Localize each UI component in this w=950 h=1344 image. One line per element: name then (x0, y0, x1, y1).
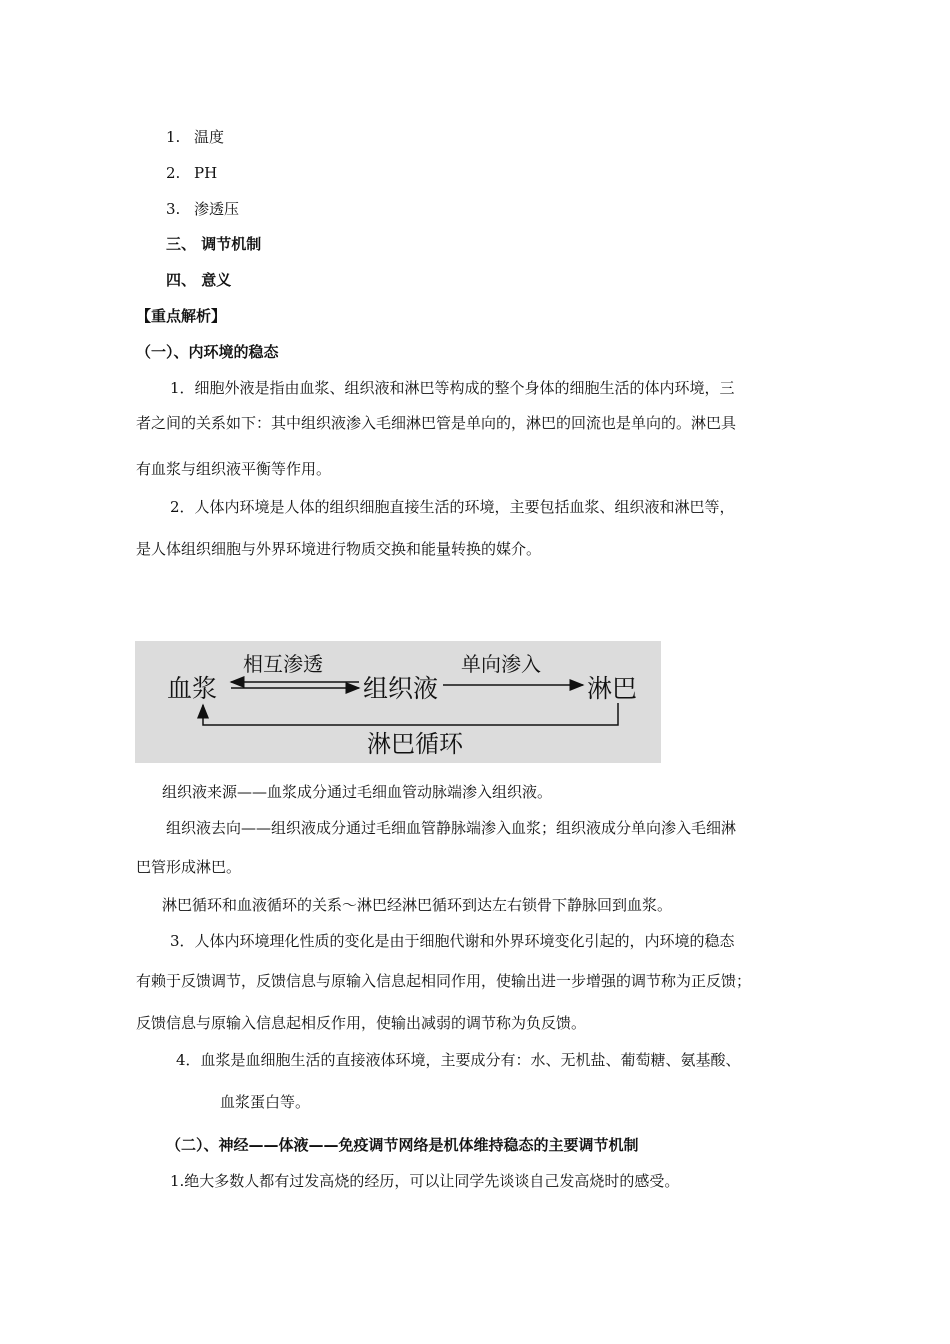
list-number: 2. (166, 164, 181, 182)
arrow-lymph-to-plasma (203, 703, 618, 725)
paragraph-4-line-1: 4．血浆是血细胞生活的直接液体环境，主要成分有：水、无机盐、葡萄糖、氨基酸、 (176, 1051, 741, 1069)
key-analysis-heading: 【重点解析】 (136, 307, 227, 325)
paragraph-destination-line-1: 组织液去向——组织液成分通过毛细血管静脉端渗入血浆；组织液成分单向渗入毛细淋 (166, 819, 737, 837)
paragraph-1-line-1: 1．细胞外液是指由血浆、组织液和淋巴等构成的整个身体的细胞生活的体内环境，三 (170, 379, 735, 397)
paragraph-destination-line-2: 巴管形成淋巴。 (136, 858, 242, 876)
section-heading-regulation: 三、 调节机制 (166, 235, 262, 253)
paragraph-4-line-2: 血浆蛋白等。 (220, 1093, 311, 1111)
list-item-temperature (166, 127, 224, 147)
list-item-ph (166, 163, 217, 183)
list-text: 渗透压 (194, 200, 240, 218)
subsection-title-regulation-network: （二）、神经——体液——免疫调节网络是机体维持稳态的主要调节机制 (166, 1136, 639, 1154)
edge-label-mutual-osmosis: 相互渗透 (243, 652, 323, 676)
list-number: 1. (166, 128, 181, 146)
list-item-osmotic-pressure (166, 199, 239, 219)
list-text: PH (194, 164, 218, 182)
node-lymph: 淋巴 (587, 674, 638, 703)
list-text: 温度 (194, 128, 225, 146)
list-number: 3. (166, 200, 181, 218)
paragraph-3-line-1: 3．人体内环境理化性质的变化是由于细胞代谢和外界环境变化引起的，内环境的稳态 (170, 932, 735, 950)
paragraph-3-line-3: 反馈信息与原输入信息起相反作用，使输出减弱的调节称为负反馈。 (136, 1014, 587, 1032)
section-heading-significance: 四、 意义 (166, 271, 232, 289)
node-plasma: 血浆 (167, 674, 218, 703)
paragraph-1-line-3: 有血浆与组织液平衡等作用。 (136, 460, 332, 478)
paragraph-3-line-2: 有赖于反馈调节，反馈信息与原输入信息起相同作用，使输出进一步增强的调节称为正反馈； (136, 972, 752, 990)
paragraph-source: 组织液来源——血浆成分通过毛细血管动脉端渗入组织液。 (162, 783, 553, 801)
paragraph-1-line-2: 者之间的关系如下：其中组织液渗入毛细淋巴管是单向的，淋巴的回流也是单向的。淋巴具 (136, 414, 737, 432)
body-fluid-relationship-diagram (135, 641, 661, 763)
paragraph-2-line-1: 2．人体内环境是人体的组织细胞直接生活的环境，主要包括血浆、组织液和淋巴等， (170, 498, 735, 516)
paragraph-5-line-1: 1.绝大多数人都有过发高烧的经历，可以让同学先谈谈自己发高烧时的感受。 (170, 1172, 680, 1190)
edge-label-lymph-circulation: 淋巴循环 (367, 730, 463, 758)
paragraph-relation: 淋巴循环和血液循环的关系～淋巴经淋巴循环到达左右锁骨下静脉回到血浆。 (162, 896, 673, 914)
paragraph-2-line-2: 是人体组织细胞与外界环境进行物质交换和能量转换的媒介。 (136, 540, 542, 558)
node-tissue-fluid: 组织液 (363, 674, 439, 703)
subsection-title-homeostasis: （一）、内环境的稳态 (136, 343, 279, 361)
edge-label-one-way: 单向渗入 (461, 652, 541, 676)
